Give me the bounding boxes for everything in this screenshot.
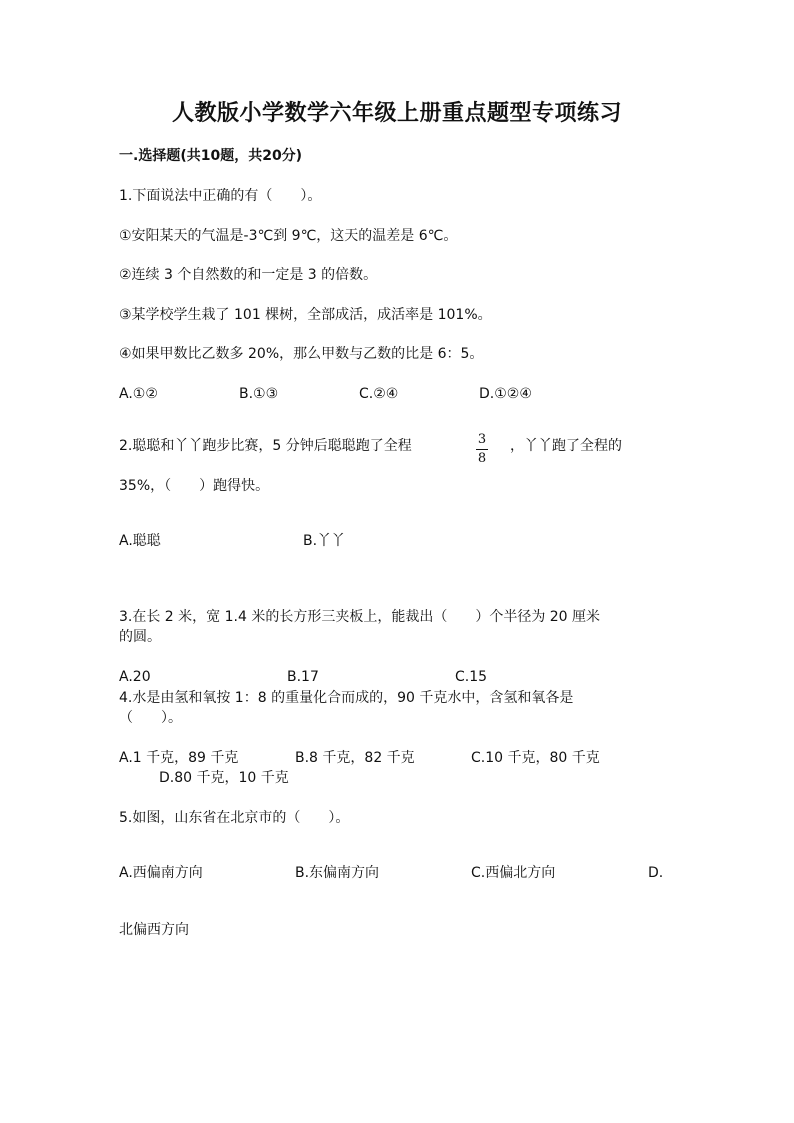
q3-option-c: C.15 — [455, 669, 488, 685]
q2-stem-part-3: 35%，（ ）跑得快。 — [119, 478, 270, 494]
q2-stem-part-1: 2.聪聪和丫丫跑步比赛，5 分钟后聪聪跑了全程 — [119, 438, 412, 454]
q4-stem-line-2: （ ）。 — [119, 710, 182, 726]
q5-option-d: D. — [648, 865, 664, 881]
q1-option-c: C.②④ — [359, 386, 399, 402]
q4-stem-line-1: 4.水是由氢和氧按 1：8 的重量化合而成的，90 千克水中，含氢和氧各是 — [119, 690, 574, 706]
q4-option-d: D.80 千克，10 千克 — [159, 770, 289, 786]
q2-option-b: B.丫丫 — [303, 533, 346, 549]
q5-stem: 5.如图，山东省在北京市的（ ）。 — [119, 810, 350, 826]
q4-option-c: C.10 千克，80 千克 — [471, 750, 600, 766]
q5-option-a: A.西偏南方向 — [119, 865, 203, 881]
q1-statement-3: ③某学校学生栽了 101 棵树，全部成活，成活率是 101%。 — [119, 307, 492, 323]
q3-stem-line-1: 3.在长 2 米，宽 1.4 米的长方形三夹板上，能裁出（ ）个半径为 20 厘米 — [119, 609, 601, 625]
q1-statement-4: ④如果甲数比乙数多 20%，那么甲数与乙数的比是 6：5。 — [119, 346, 484, 362]
q1-option-d: D.①②④ — [479, 386, 532, 402]
q3-stem-line-2: 的圆。 — [119, 629, 161, 645]
fraction-numerator: 3 — [477, 432, 487, 447]
q1-statement-2: ②连续 3 个自然数的和一定是 3 的倍数。 — [119, 267, 378, 283]
q5-option-c: C.西偏北方向 — [471, 865, 556, 881]
page-title: 人教版小学数学六年级上册重点题型专项练习 — [171, 100, 622, 126]
q1-option-b: B.①③ — [239, 386, 279, 402]
q3-option-a: A.20 — [119, 669, 151, 685]
q3-option-b: B.17 — [287, 669, 319, 685]
q5-option-d-text: 北偏西方向 — [119, 922, 189, 938]
q1-statement-1: ①安阳某天的气温是-3℃到 9℃，这天的温差是 6℃。 — [119, 228, 458, 244]
q1-stem: 1.下面说法中正确的有（ ）。 — [119, 188, 322, 204]
q1-option-a: A.①② — [119, 386, 158, 402]
q2-fraction — [474, 432, 490, 467]
fraction-denominator: 8 — [477, 451, 487, 466]
q5-option-b: B.东偏南方向 — [295, 865, 380, 881]
q4-option-a: A.1 千克，89 千克 — [119, 750, 239, 766]
q4-option-b: B.8 千克，82 千克 — [295, 750, 415, 766]
q2-stem-part-2: ，丫丫跑了全程的 — [510, 438, 622, 454]
section-heading: 一.选择题(共10题，共20分) — [119, 148, 303, 164]
q2-option-a: A.聪聪 — [119, 533, 161, 549]
fraction-bar — [476, 449, 488, 450]
